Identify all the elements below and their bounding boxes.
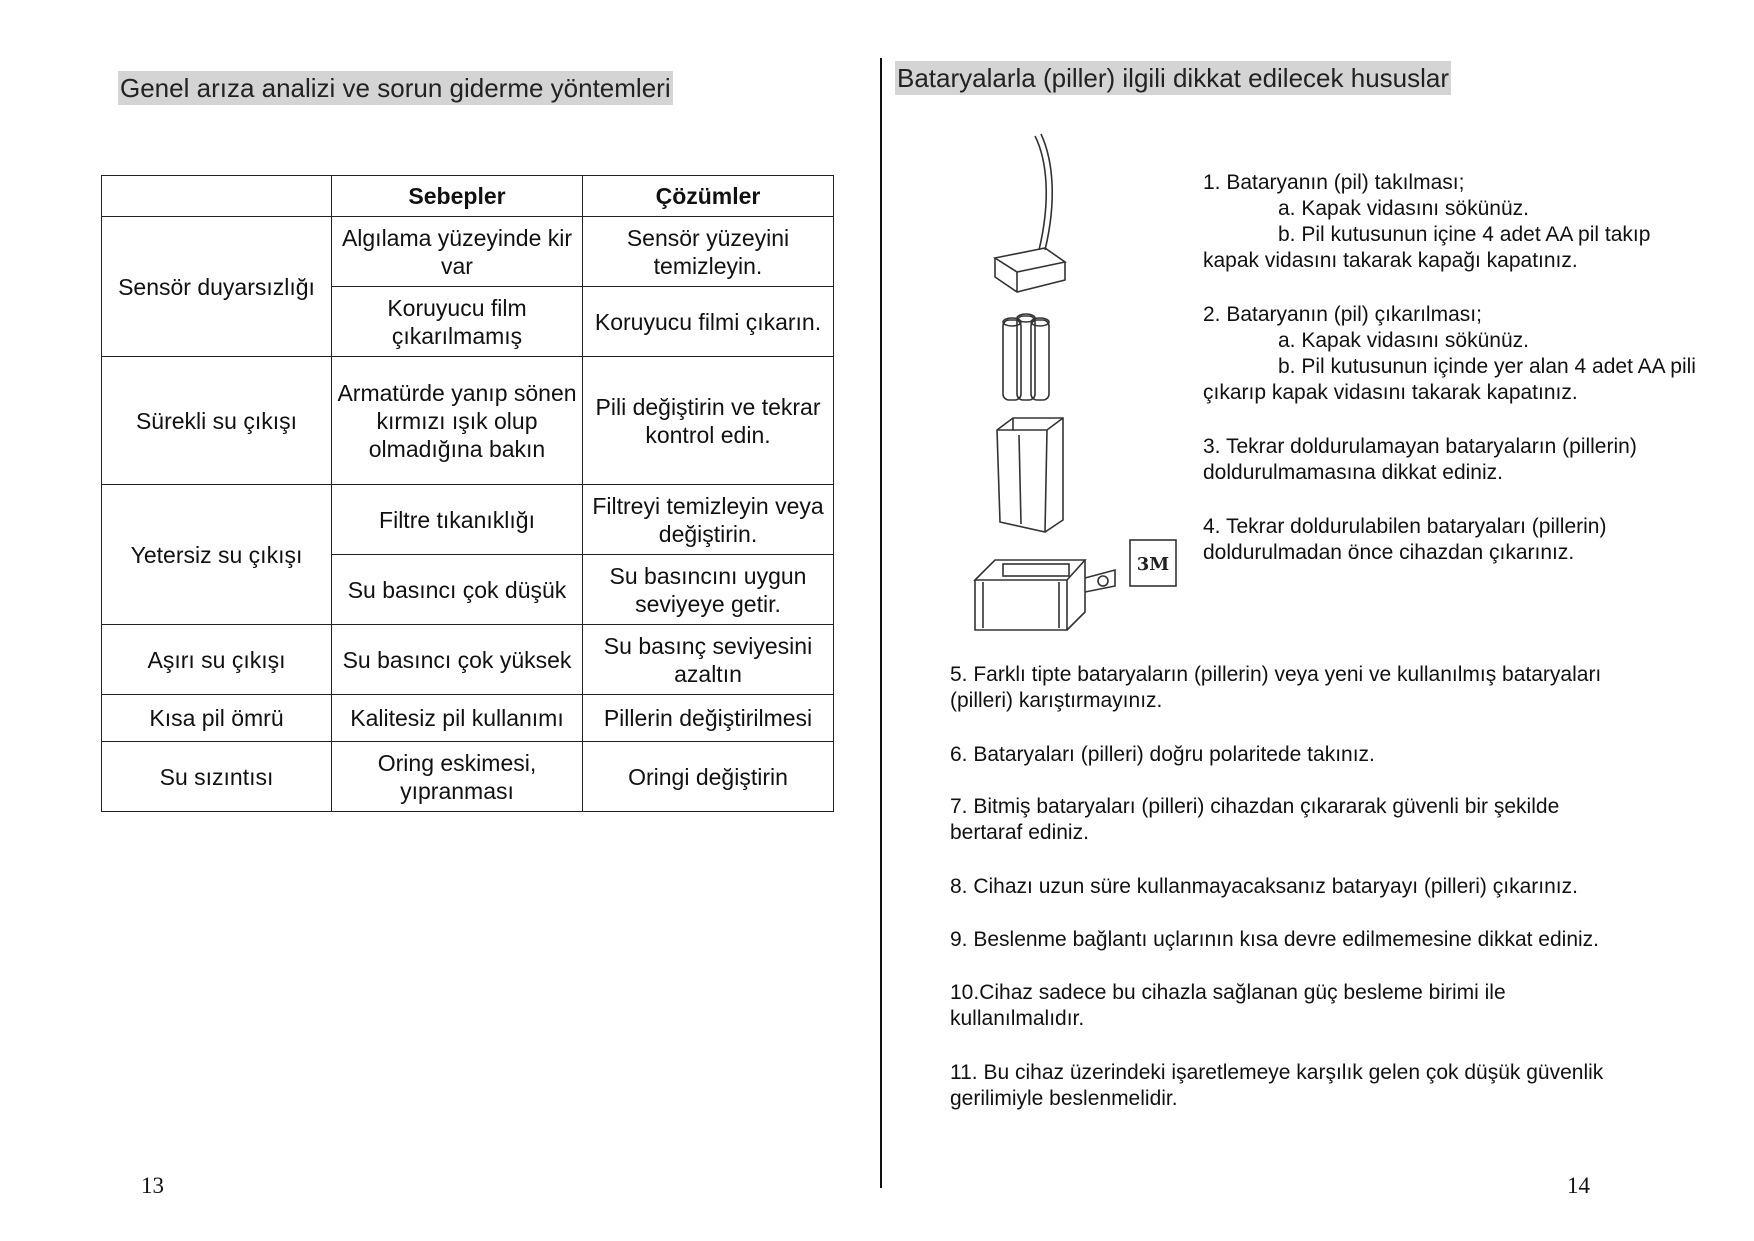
3m-label-text: 3M [1136,554,1170,575]
problem-cell: Aşırı su çıkışı [102,625,332,695]
instruction-8 [950,874,1578,900]
problem-cell: Su sızıntısı [102,742,332,812]
battery-assembly-illustration [955,130,1195,640]
header-causes: Sebepler [332,176,583,217]
page-number-left: 13 [141,1173,164,1198]
cause-cell: Kalitesiz pil kullanımı [332,695,583,742]
instruction-line: 5. Farklı tipte bataryaların (pillerin) veya yeni ve kullanılmış bataryaları [950,663,1602,686]
cause-cell: Koruyucu film çıkarılmamış [332,287,583,357]
table-row [102,357,834,485]
battery-sleeve [997,418,1063,532]
cap-top [995,248,1065,272]
problem-cell: Sensör duyarsızlığı [102,217,332,357]
troubleshooting-table [101,175,834,812]
instruction-line: doldurulmamasına dikkat ediniz. [1203,461,1503,484]
instruction-line: doldurulmadan önce cihazdan çıkarınız. [1203,541,1575,564]
instruction-11 [950,1060,1603,1112]
solution-cell: Sensör yüzeyini temizleyin. [583,217,834,287]
cause-cell: Armatürde yanıp sönen kırmızı ışık olup olmadığına bakın [332,357,583,485]
instruction-line: (pilleri) karıştırmayınız. [950,689,1163,712]
table-row [102,485,834,555]
table-row [102,217,834,287]
solution-cell: Pillerin değiştirilmesi [583,695,834,742]
instruction-5 [950,662,1601,714]
instruction-line: 10.Cihaz sadece bu cihazla sağlanan güç besleme birimi ile [950,981,1506,1004]
solution-cell: Oringi değiştirin [583,742,834,812]
solution-cell: Pili değiştirin ve tekrar kontrol edin. [583,357,834,485]
instruction-line: kapak vidasını takarak kapağı kapatınız. [1203,249,1578,272]
header-empty [102,176,332,217]
battery-box [975,560,1115,630]
instruction-line: 1. Bataryanın (pil) takılması; [1203,171,1465,194]
instruction-6 [950,742,1375,768]
instruction-line: 3. Tekrar doldurulamayan bataryaların (pillerin) [1203,435,1637,458]
problem-cell: Yetersiz su çıkışı [102,485,332,625]
instruction-1 [1203,170,1650,274]
instruction-line: b. Pil kutusunun içinde yer alan 4 adet AA pili [1278,355,1696,378]
table-row [102,625,834,695]
solution-cell: Filtreyi temizleyin veya değiştirin. [583,485,834,555]
instruction-line: kullanılmalıdır. [950,1007,1085,1030]
instruction-line: 8. Cihazı uzun süre kullanmayacaksanız bataryayı (pilleri) çıkarınız. [950,875,1578,898]
page-divider [880,58,882,1188]
solution-cell: Koruyucu filmi çıkarın. [583,287,834,357]
problem-cell: Sürekli su çıkışı [102,357,332,485]
instruction-9 [950,927,1599,953]
cause-cell: Filtre tıkanıklığı [332,485,583,555]
instruction-line: b. Pil kutusunun içine 4 adet AA pil takıp [1278,223,1651,246]
table-row [102,742,834,812]
instruction-line: 4. Tekrar doldurulabilen bataryaları (pillerin) [1203,515,1607,538]
page-number-right: 14 [1567,1173,1590,1198]
instruction-line: a. Kapak vidasını sökünüz. [1278,329,1529,352]
instruction-7 [950,794,1559,846]
solution-cell: Su basınç seviyesini azaltın [583,625,834,695]
instruction-line: bertaraf ediniz. [950,821,1089,844]
instruction-3 [1203,434,1637,486]
instruction-line: 11. Bu cihaz üzerindeki işaretlemeye karşılık gelen çok düşük güvenlik [950,1061,1604,1084]
instruction-line: 9. Beslenme bağlantı uçlarının kısa devre edilmemesine dikkat ediniz. [950,928,1600,951]
cause-cell: Su basıncı çok yüksek [332,625,583,695]
instruction-line: 2. Bataryanın (pil) çıkarılması; [1203,303,1482,326]
instruction-line: 6. Bataryaları (pilleri) doğru polaritede takınız. [950,743,1375,766]
instruction-line: a. Kapak vidasını sökünüz. [1278,197,1529,220]
instruction-line: çıkarıp kapak vidasını takarak kapatınız. [1203,381,1578,404]
cause-cell: Su basıncı çok düşük [332,555,583,625]
table-row [102,695,834,742]
battery-notes-heading: Bataryalarla (piller) ilgili dikkat edilecek hususlar [897,63,1450,93]
instruction-line: 7. Bitmiş bataryaları (pilleri) cihazdan çıkararak güvenli bir şekilde [950,795,1560,818]
instruction-10 [950,980,1506,1032]
battery-stack [1003,314,1049,400]
header-solutions: Çözümler [583,176,834,217]
cable-line [1035,136,1046,250]
solution-cell: Su basıncını uygun seviyeye getir. [583,555,834,625]
instruction-4 [1203,514,1606,566]
troubleshooting-heading: Genel arıza analizi ve sorun giderme yöntemleri [120,73,671,103]
instruction-line: gerilimiyle beslenmelidir. [950,1087,1178,1110]
cause-cell: Algılama yüzeyinde kir var [332,217,583,287]
table-header-row [102,176,834,217]
cause-cell: Oring eskimesi, yıpranması [332,742,583,812]
instruction-2 [1203,302,1696,406]
problem-cell: Kısa pil ömrü [102,695,332,742]
